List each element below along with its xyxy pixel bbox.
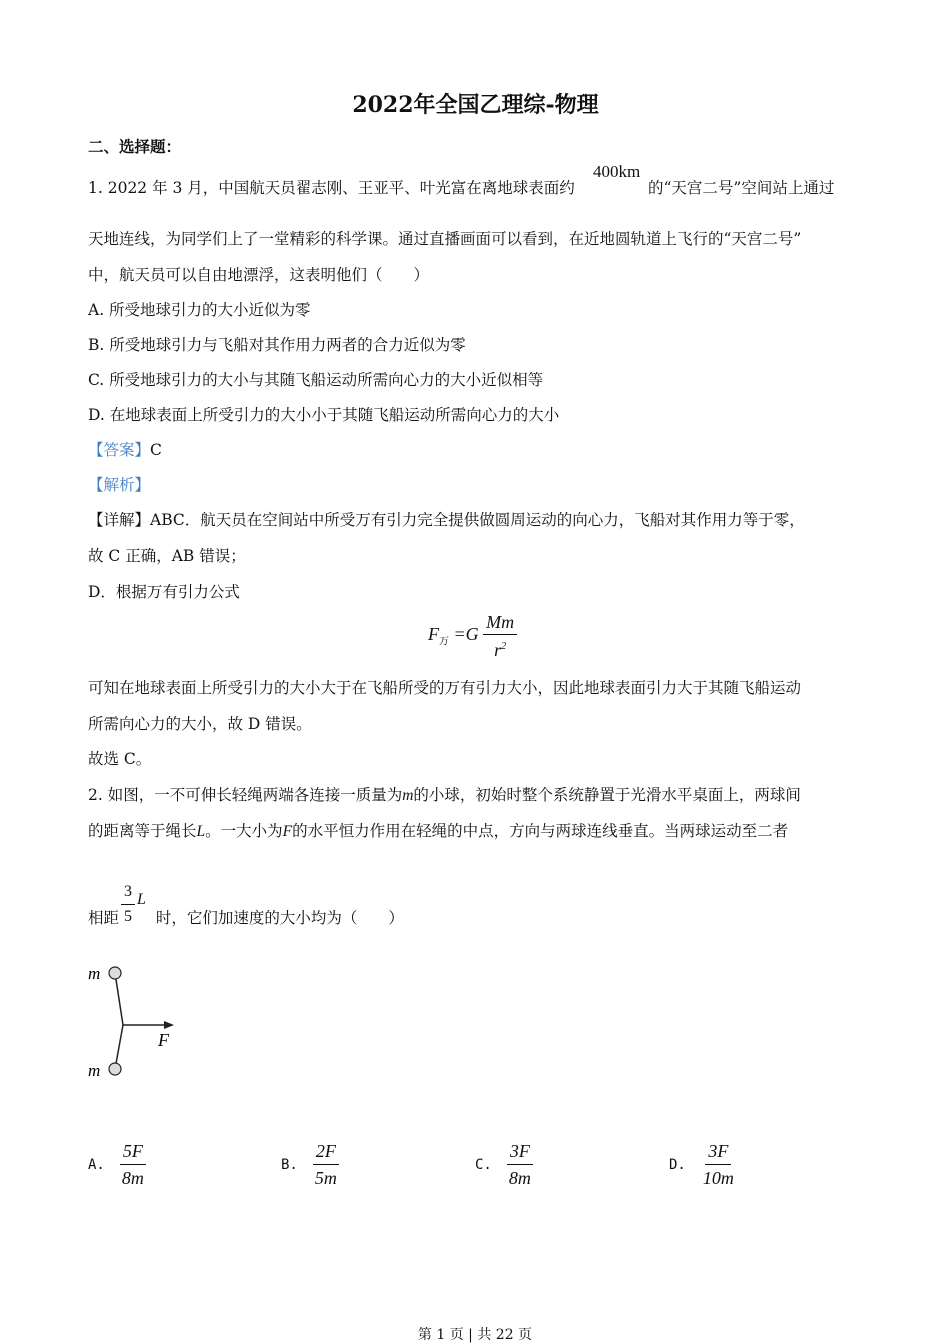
section-heading: 二、选择题： — [88, 137, 182, 156]
choice-d-fraction — [700, 1140, 737, 1189]
q2-line1-b: 的小球，初始时整个系统静置于光滑水平桌面上，两球间 — [413, 786, 801, 804]
q1-option-b: B. 所受地球引力与飞船对其作用力两者的合力近似为零 — [88, 336, 466, 354]
rope-lower — [115, 1025, 123, 1069]
detail-text-1: ABC．航天员在空间站中所受万有引力完全提供做圆周运动的向心力，飞船对其作用力等于零， — [150, 511, 805, 529]
q2-distance-fraction — [121, 882, 135, 927]
q1-line1 — [88, 177, 575, 199]
q2-line1 — [88, 784, 801, 807]
q1-detail4: 可知在地球表面上所受引力的大小大于在飞船所受的万有引力大小，因此地球表面引力大于其随飞船运动 — [88, 679, 802, 697]
answer-value: C — [150, 441, 162, 459]
q1-answer — [88, 439, 162, 461]
choice-a-num: 5F — [120, 1140, 146, 1165]
choice-d-num: 3F — [705, 1140, 731, 1165]
q1-option-d: D. 在地球表面上所受引力的大小小于其随飞船运动所需向心力的大小 — [88, 406, 560, 424]
choice-c-label: C. — [475, 1156, 492, 1173]
q2-line3-b: 时，它们加速度的大小均为（ ） — [155, 909, 404, 927]
q2-line2-c: 的水平恒力作用在轻绳的中点，方向与两球连线垂直。当两球运动至二者 — [292, 822, 789, 840]
q1-line1-text-b: 的“天宫二号”空间站上通过 — [648, 179, 835, 197]
detail-label: 【详解】 — [88, 511, 151, 529]
answer-label: 【答案】 — [88, 441, 151, 459]
choice-d-label: D. — [669, 1156, 686, 1173]
q2-line1-a: 2. 如图，一不可伸长轻绳两端各连接一质量为 — [88, 786, 403, 804]
formula-fraction — [483, 612, 517, 660]
q2-line2-b: 。一大小为 — [205, 822, 283, 840]
formula-lhs: F — [428, 624, 439, 645]
label-force: F — [158, 1030, 169, 1050]
label-mass-bottom: m — [88, 1061, 101, 1080]
q2-line2 — [88, 820, 788, 843]
choice-d-den: 10m — [702, 1168, 734, 1188]
q1-detail1 — [88, 509, 805, 531]
q1-option-a: A. 所受地球引力的大小近似为零 — [88, 301, 311, 319]
q2-choice-c — [475, 1140, 534, 1189]
q2-F: F — [282, 823, 293, 840]
q1-conclusion: 故选 C。 — [88, 750, 152, 768]
choice-c-fraction — [506, 1140, 534, 1189]
choice-a-fraction — [119, 1140, 147, 1189]
formula-eq: =G — [453, 624, 479, 645]
q1-option-c: C. 所受地球引力的大小与其随飞船运动所需向心力的大小近似相等 — [88, 371, 544, 389]
q1-distance: 400km — [593, 162, 641, 181]
q1-detail3: D．根据万有引力公式 — [88, 583, 240, 601]
q1-line3: 中，航天员可以自由地漂浮，这表明他们（ ） — [88, 266, 430, 284]
q1-detail5: 所需向心力的大小，故 D 错误。 — [88, 715, 312, 733]
q2-line2-a: 的距离等于绳长 — [88, 822, 197, 840]
q2-frac-num: 3 — [121, 882, 135, 905]
formula-den-r: r — [494, 640, 502, 660]
q1-line2: 天地连线，为同学们上了一堂精彩的科学课。通过直播画面可以看到，在近地圆轨道上飞行的“天宫二号” — [88, 230, 802, 248]
choice-b-label: B. — [281, 1156, 298, 1173]
q1-line1-text-a: 1. 2022 年 3 月，中国航天员翟志刚、王亚平、叶光富在离地球表面约 — [88, 179, 575, 197]
formula-sup: 2 — [501, 641, 507, 652]
rope-diagram — [88, 960, 188, 1085]
choice-b-den: 5m — [314, 1168, 337, 1188]
ball-bottom — [109, 1063, 121, 1075]
q2-L: L — [196, 823, 206, 840]
q2-choice-a — [88, 1140, 147, 1189]
q2-line3 — [88, 880, 404, 928]
choice-b-num: 2F — [313, 1140, 339, 1165]
rope-upper — [115, 973, 123, 1025]
page-footer: 第 1 页 | 共 22 页 — [417, 1327, 533, 1343]
formula-den — [491, 635, 509, 660]
force-arrow-head — [164, 1021, 174, 1029]
choice-c-den: 8m — [508, 1168, 531, 1188]
gravity-formula — [428, 612, 517, 660]
ball-top — [109, 967, 121, 979]
choice-b-fraction — [312, 1140, 340, 1189]
q2-choice-d — [669, 1140, 737, 1189]
q2-m: m — [402, 787, 414, 804]
choice-a-den: 8m — [121, 1168, 144, 1188]
analysis-label: 【解析】 — [88, 476, 151, 494]
choice-c-num: 3F — [507, 1140, 533, 1165]
q2-line3-a: 相距 — [88, 909, 120, 927]
q2-frac-den: 5 — [124, 907, 133, 925]
q2-choice-b — [281, 1140, 340, 1189]
choice-a-label: A. — [88, 1156, 105, 1173]
q2-frac-L: L — [137, 891, 146, 908]
q1-detail2: 故 C 正确，AB 错误； — [88, 547, 246, 565]
page-title: 2022年全国乙理综-物理 — [352, 92, 599, 118]
label-mass-top: m — [88, 964, 101, 983]
formula-num: Mm — [483, 612, 517, 635]
formula-sub: 万 — [439, 636, 449, 648]
